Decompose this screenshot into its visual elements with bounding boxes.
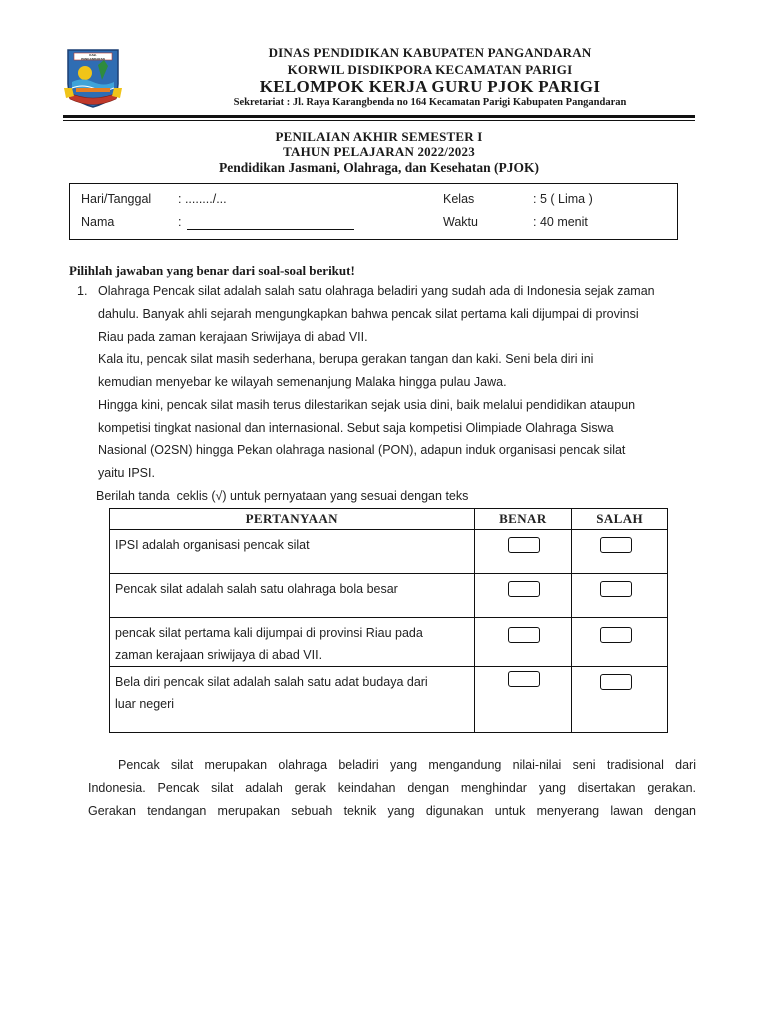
question-line-5: kemudian menyebar ke wilayah semenanjung Malaka hingga pulau Jawa.	[98, 375, 507, 389]
table-row	[110, 618, 668, 667]
passage-line-1: Pencak silat merupakan olahraga beladiri yang mengandung nilai-nilai seni tradisional dari	[118, 758, 696, 772]
statement-text: Pencak silat adalah salah satu olahraga bola besar	[115, 582, 398, 596]
name-label: Nama	[81, 215, 115, 229]
true-cell	[474, 530, 572, 574]
question-line-6: Hingga kini, pencak silat masih terus dilestarikan sejak usia dini, baik melalui pendidikan ataupun	[98, 398, 636, 412]
date-label: Hari/Tanggal	[81, 192, 152, 206]
false-cell	[572, 618, 668, 667]
statement-text: IPSI adalah organisasi pencak silat	[115, 538, 310, 552]
working-group-name: KELOMPOK KERJA GURU PJOK PARIGI	[259, 77, 601, 96]
table-row	[110, 574, 668, 618]
statement-cell	[110, 574, 475, 618]
false-cell	[572, 530, 668, 574]
statement-text-continued: zaman kerajaan sriwijaya di abad VII.	[115, 648, 323, 662]
statement-cell	[110, 618, 475, 667]
name-colon: :	[178, 215, 182, 229]
statement-cell	[110, 667, 475, 733]
exam-title: PENILAIAN AKHIR SEMESTER I	[275, 129, 483, 144]
header-question: PERTANYAAN	[110, 509, 475, 530]
regional-office: KORWIL DISDIKPORA KECAMATAN PARIGI	[287, 62, 573, 77]
academic-year: TAHUN PELAJARAN 2022/2023	[283, 144, 475, 159]
check-instruction: Berilah tanda ceklis (√) untuk pernyataan yang sesuai dengan teks	[96, 489, 469, 503]
header-true: BENAR	[474, 509, 572, 530]
header-divider-thin	[63, 120, 695, 121]
passage-line-2: Indonesia. Pencak silat adalah gerak keindahan dengan menghindar yang disertakan gerakan.	[88, 781, 696, 795]
question-line-2: dahulu. Banyak ahli sejarah mengungkapkan bahwa pencak silat pertama kali dijumpai di provinsi	[98, 307, 639, 321]
table-header-row	[110, 509, 668, 530]
true-cell	[474, 618, 572, 667]
true-checkbox[interactable]	[508, 537, 540, 553]
true-cell	[474, 667, 572, 733]
question-line-3: Riau pada zaman kerajaan Sriwijaya di abad VII.	[98, 330, 368, 344]
header-divider-thick	[63, 115, 695, 118]
question-line-7: kompetisi tingkat nasional dan internasional. Sebut saja kompetisi Olimpiade Olahraga Siswa	[98, 421, 614, 435]
instruction-heading: Pilihlah jawaban yang benar dari soal-soal berikut!	[69, 263, 355, 278]
regency-logo	[62, 44, 124, 110]
false-checkbox[interactable]	[600, 627, 632, 643]
secretariat-address: Sekretariat : Jl. Raya Karangbenda no 164 Kecamatan Parigi Kabupaten Pangandaran	[233, 97, 627, 108]
passage-line-3: Gerakan tendangan merupakan sebuah teknik yang digunakan untuk menyerang lawan dengan	[88, 804, 696, 818]
question-line-1: Olahraga Pencak silat adalah salah satu olahraga beladiri yang sudah ada di Indonesia sejak zaman	[98, 284, 655, 298]
subject-name: Pendidikan Jasmani, Olahraga, dan Kesehatan (PJOK)	[219, 160, 539, 175]
table-row	[110, 667, 668, 733]
statement-cell	[110, 530, 475, 574]
false-checkbox[interactable]	[600, 537, 632, 553]
statement-text-continued: luar negeri	[115, 697, 175, 711]
class-value: : 5 ( Lima )	[533, 192, 593, 206]
true-checkbox[interactable]	[508, 627, 540, 643]
statement-text: pencak silat pertama kali dijumpai di provinsi Riau pada	[115, 626, 423, 640]
true-cell	[474, 574, 572, 618]
false-cell	[572, 667, 668, 733]
table-row	[110, 530, 668, 574]
name-field-line[interactable]	[187, 229, 354, 230]
question-line-9: yaitu IPSI.	[98, 466, 155, 480]
statement-text: Bela diri pencak silat adalah salah satu adat budaya dari	[115, 675, 428, 689]
logo-caption: KAB. PANGANDARAN	[81, 53, 105, 61]
false-cell	[572, 574, 668, 618]
true-checkbox[interactable]	[508, 581, 540, 597]
question-number: 1.	[77, 284, 88, 298]
question-line-4: Kala itu, pencak silat masih sederhana, berupa gerakan tangan dan kaki. Seni bela diri ini	[98, 352, 594, 366]
true-checkbox[interactable]	[508, 671, 540, 687]
false-checkbox[interactable]	[600, 674, 632, 690]
time-value: : 40 menit	[533, 215, 588, 229]
true-false-table	[109, 508, 668, 733]
question-line-8: Nasional (O2SN) hingga Pekan olahraga nasional (PON), adapun induk organisasi pencak silat	[98, 443, 626, 457]
time-label: Waktu	[443, 215, 478, 229]
header-false: SALAH	[572, 509, 668, 530]
agency-name: DINAS PENDIDIKAN KABUPATEN PANGANDARAN	[268, 45, 592, 60]
date-field[interactable]: : ......../...	[178, 192, 227, 206]
class-label: Kelas	[443, 192, 475, 206]
false-checkbox[interactable]	[600, 581, 632, 597]
